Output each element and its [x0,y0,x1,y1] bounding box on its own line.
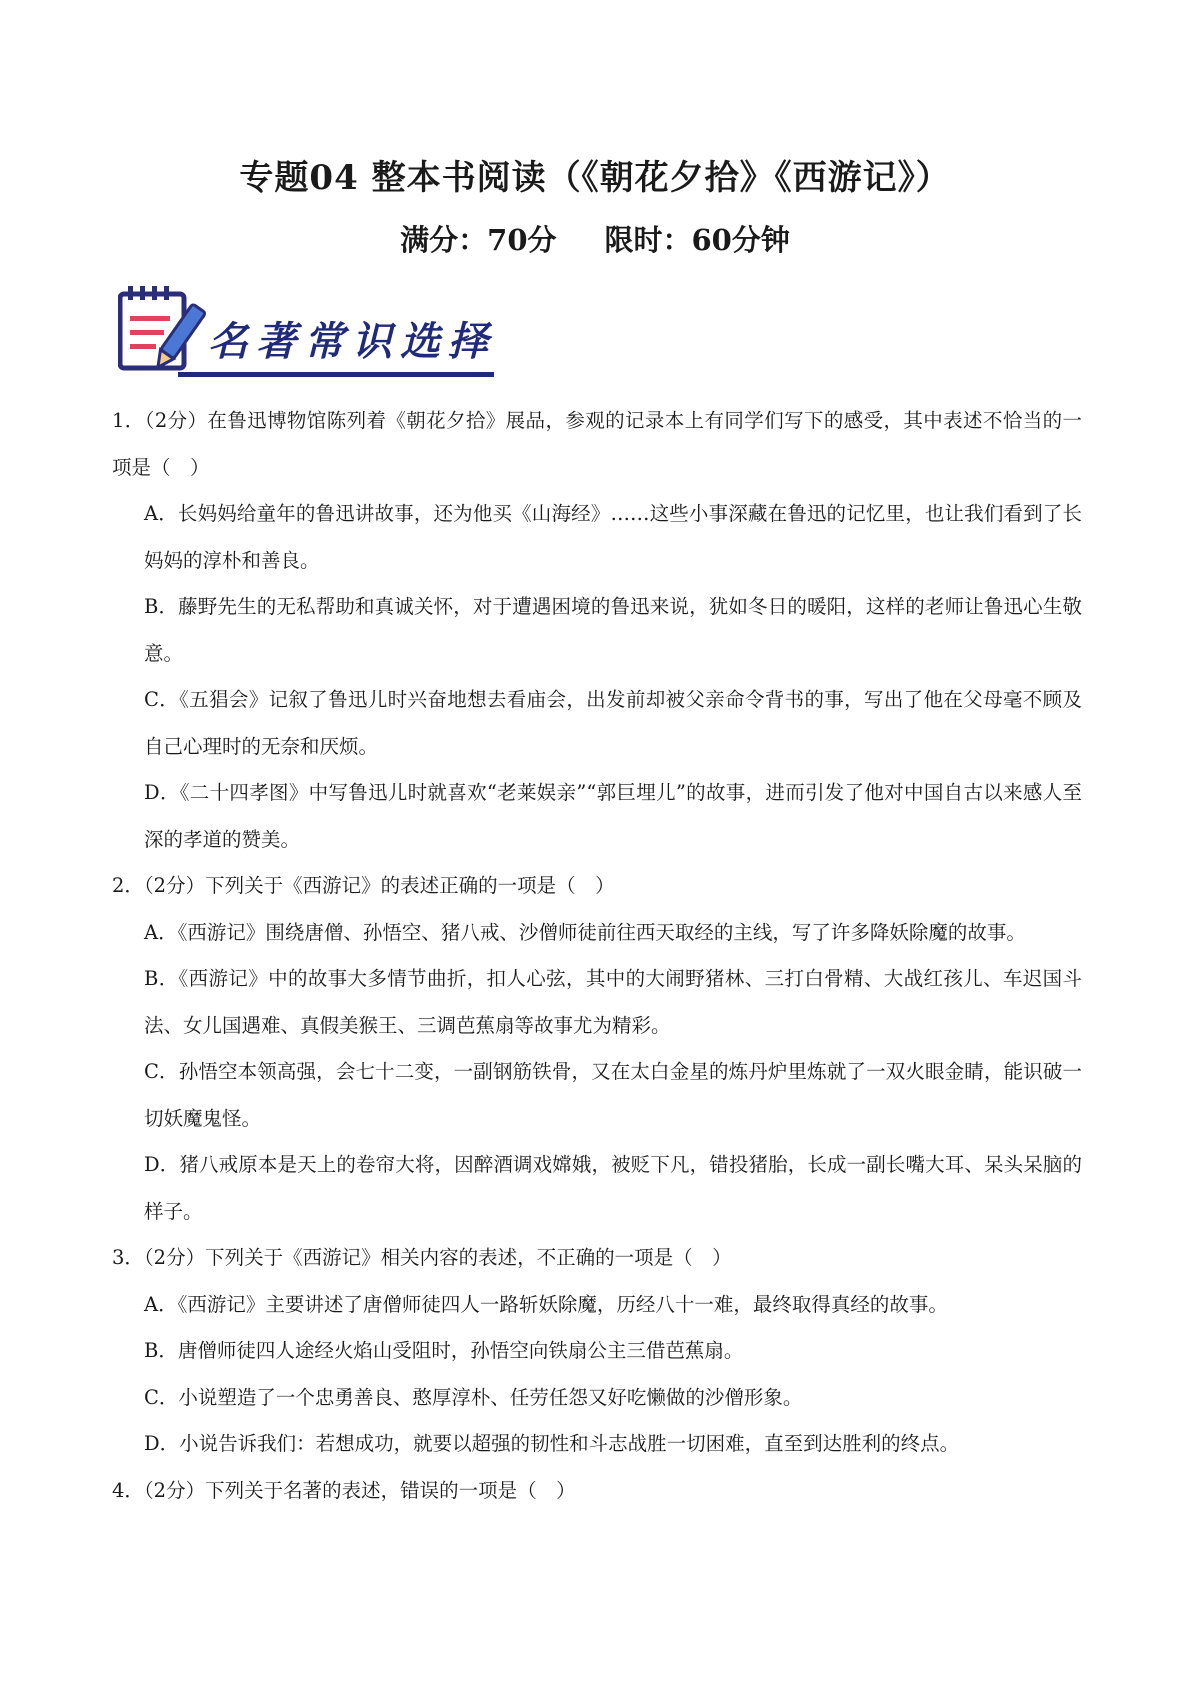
option-a: A．《西游记》围绕唐僧、孙悟空、猪八戒、沙僧师徒前往西天取经的主线，写了许多降妖除魔的故事。 [144,920,1026,944]
full-score: 满分：70分 [400,223,557,257]
section-banner [118,284,498,384]
option-d: D．猪八戒原本是天上的卷帘大将，因醉酒调戏嫦娥，被贬下凡，错投猪胎，长成一副长嘴大耳、呆头呆脑的样子。 [144,1153,1082,1223]
option-b: B．藤野先生的无私帮助和真诚关怀，对于遭遇困境的鲁迅来说，犹如冬日的暖阳，这样的老师让鲁迅心生敬意。 [144,595,1082,665]
time-limit: 限时：60分钟 [604,223,790,257]
option-c: C．《五猖会》记叙了鲁迅儿时兴奋地想去看庙会，出发前却被父亲命令背书的事，写出了他在父母毫不顾及自己心理时的无奈和厌烦。 [144,688,1082,758]
page-title: 专题04 整本书阅读（《朝花夕拾》《西游记》） [239,158,951,198]
question-item [112,863,1082,1235]
option-b: B．《西游记》中的故事大多情节曲折，扣人心弦，其中的大闹野猪林、三打白骨精、大战红孩儿、车迟国斗法、女儿国遇难、真假美猴王、三调芭蕉扇等故事尤为精彩。 [144,967,1082,1037]
question-stem: 4．（2分）下列关于名著的表述，错误的一项是（ ） [112,1478,576,1502]
question-stem: 3．（2分）下列关于《西游记》相关内容的表述，不正确的一项是（ ） [112,1246,732,1269]
question-stem: 1．（2分）在鲁迅博物馆陈列着《朝花夕拾》展品，参观的记录本上有同学们写下的感受，其中表述不恰当的一项是（ ） [112,409,1082,479]
question-list [112,398,1082,1514]
option-a: A．《西游记》主要讲述了唐僧师徒四人一路斩妖除魔，历经八十一难，最终取得真经的故事。 [144,1292,948,1316]
section-heading: 名著常识选择 [208,319,496,365]
option-b: B．唐僧师徒四人途经火焰山受阻时，孙悟空向铁扇公主三借芭蕉扇。 [144,1339,744,1362]
option-d: D．《二十四孝图》中写鲁迅儿时就喜欢“老莱娱亲”“郭巨埋儿”的故事，进而引发了他对中国自古以来感人至深的孝道的赞美。 [144,781,1082,851]
question-stem: 2．（2分）下列关于《西游记》的表述正确的一项是（ ） [112,874,615,897]
option-c: C．孙悟空本领高强，会七十二变，一副钢筋铁骨，又在太白金星的炼丹炉里炼就了一双火眼金睛，能识破一切妖魔鬼怪。 [144,1060,1082,1130]
option-c: C．小说塑造了一个忠勇善良、憨厚淳朴、任劳任怨又好吃懒做的沙僧形象。 [144,1385,803,1409]
option-d: D．小说告诉我们：若想成功，就要以超强的韧性和斗志战胜一切困难，直至到达胜利的终点。 [144,1432,960,1455]
question-item [112,1235,1082,1468]
option-a: A．长妈妈给童年的鲁迅讲故事，还为他买《山海经》……这些小事深藏在鲁迅的记忆里，也让我们看到了长妈妈的淳朴和善良。 [144,502,1082,572]
exam-info [0,218,1190,259]
question-item [112,398,1082,863]
question-item [112,1468,1082,1515]
